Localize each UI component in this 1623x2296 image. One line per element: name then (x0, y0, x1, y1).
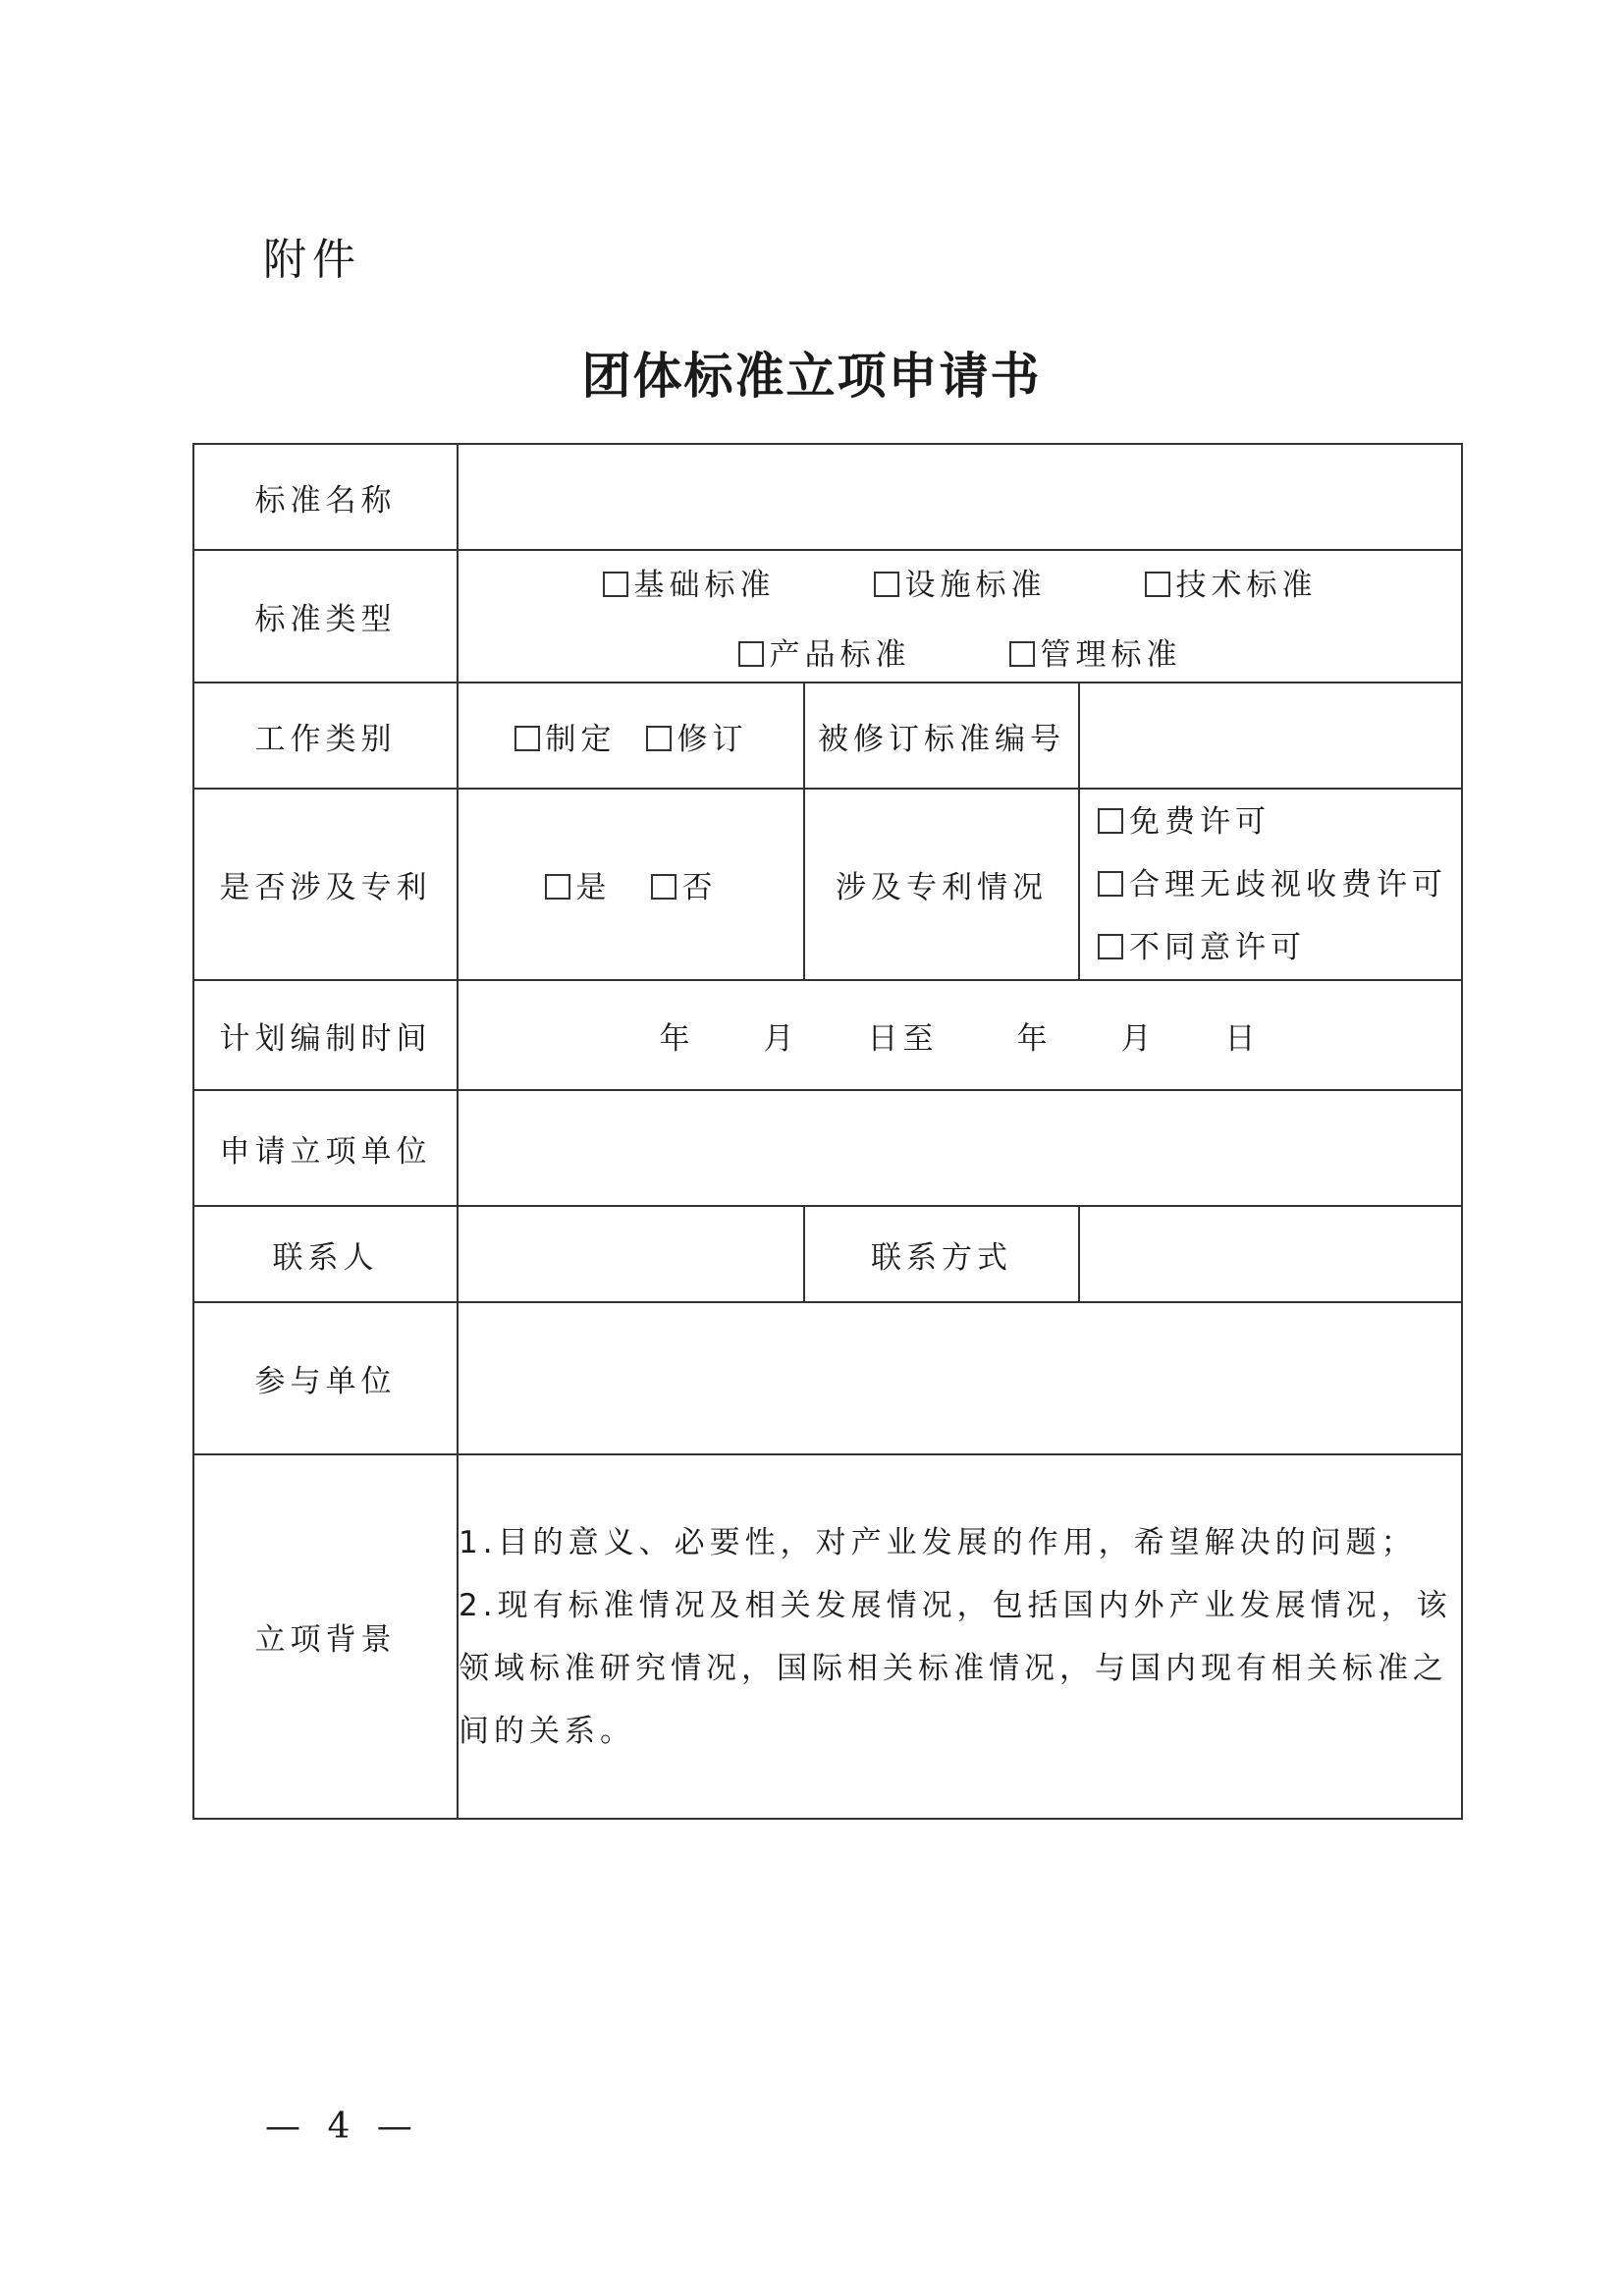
option-management-standard[interactable]: 管理标准 (1009, 629, 1182, 674)
checkbox[interactable] (874, 572, 899, 597)
participants-field[interactable] (458, 1302, 1462, 1454)
work-type-label: 工作类别 (193, 683, 458, 789)
revised-standard-number-field[interactable] (1079, 683, 1462, 789)
checkbox[interactable] (738, 641, 764, 667)
row-contact (193, 1206, 1462, 1302)
option-rand-license[interactable]: 合理无歧视收费许可 (1098, 853, 1447, 916)
row-standard-name (193, 444, 1462, 550)
patent-options (458, 789, 804, 980)
option-yes[interactable]: 是 (545, 862, 612, 906)
contact-person-field[interactable] (458, 1206, 804, 1302)
standard-name-field[interactable] (458, 444, 1462, 550)
document-title: 团体标准立项申请书 (581, 348, 1042, 405)
row-patent (193, 789, 1462, 980)
row-background (193, 1454, 1462, 1819)
background-label: 立项背景 (193, 1454, 458, 1819)
checkbox[interactable] (1098, 808, 1123, 834)
schedule-label: 计划编制时间 (193, 980, 458, 1090)
participants-label: 参与单位 (193, 1302, 458, 1454)
background-line-1: 1.目的意义、必要性，对产业发展的作用，希望解决的问题； (459, 1524, 1417, 1560)
checkbox[interactable] (1145, 572, 1170, 597)
option-basic-standard[interactable]: 基础标准 (603, 560, 776, 604)
patent-situation-options (1079, 789, 1462, 980)
standard-type-options (458, 550, 1462, 683)
application-form-table (192, 443, 1463, 1820)
checkbox[interactable] (646, 726, 672, 751)
applicant-field[interactable] (458, 1090, 1462, 1206)
work-type-options (458, 683, 804, 789)
option-product-standard[interactable]: 产品标准 (738, 629, 911, 674)
option-formulate[interactable]: 制定 (514, 714, 617, 758)
page-number: — 4 — (265, 2106, 420, 2147)
checkbox[interactable] (1098, 871, 1123, 897)
standard-type-label: 标准类型 (193, 550, 458, 683)
checkbox[interactable] (514, 726, 540, 751)
option-no[interactable]: 否 (651, 862, 718, 906)
checkbox[interactable] (1098, 934, 1123, 959)
attachment-label: 附件 (263, 235, 361, 285)
checkbox[interactable] (545, 874, 570, 900)
option-free-license[interactable]: 免费许可 (1098, 791, 1271, 853)
schedule-date-range[interactable]: 年 月 日至 年 月 日 (458, 980, 1462, 1090)
checkbox[interactable] (603, 572, 628, 597)
option-no-license[interactable]: 不同意许可 (1098, 916, 1306, 979)
background-line-2: 2.现有标准情况及相关发展情况，包括国内外产业发展情况，该领域标准研究情况，国际相关标准情况，与国内现有相关标准之间的关系。 (459, 1587, 1452, 1749)
revised-standard-number-label: 被修订标准编号 (804, 683, 1079, 789)
contact-person-label: 联系人 (193, 1206, 458, 1302)
contact-method-field[interactable] (1079, 1206, 1462, 1302)
row-applicant (193, 1090, 1462, 1206)
patent-situation-label: 涉及专利情况 (804, 789, 1079, 980)
checkbox[interactable] (1009, 641, 1035, 667)
option-technical-standard[interactable]: 技术标准 (1145, 560, 1318, 604)
standard-name-label: 标准名称 (193, 444, 458, 550)
checkbox[interactable] (651, 874, 676, 900)
option-revise[interactable]: 修订 (646, 714, 748, 758)
background-field[interactable] (458, 1454, 1462, 1819)
applicant-label: 申请立项单位 (193, 1090, 458, 1206)
option-facility-standard[interactable]: 设施标准 (874, 560, 1047, 604)
row-participants (193, 1302, 1462, 1454)
row-work-type (193, 683, 1462, 789)
row-standard-type (193, 550, 1462, 683)
row-schedule (193, 980, 1462, 1090)
patent-label: 是否涉及专利 (193, 789, 458, 980)
contact-method-label: 联系方式 (804, 1206, 1079, 1302)
